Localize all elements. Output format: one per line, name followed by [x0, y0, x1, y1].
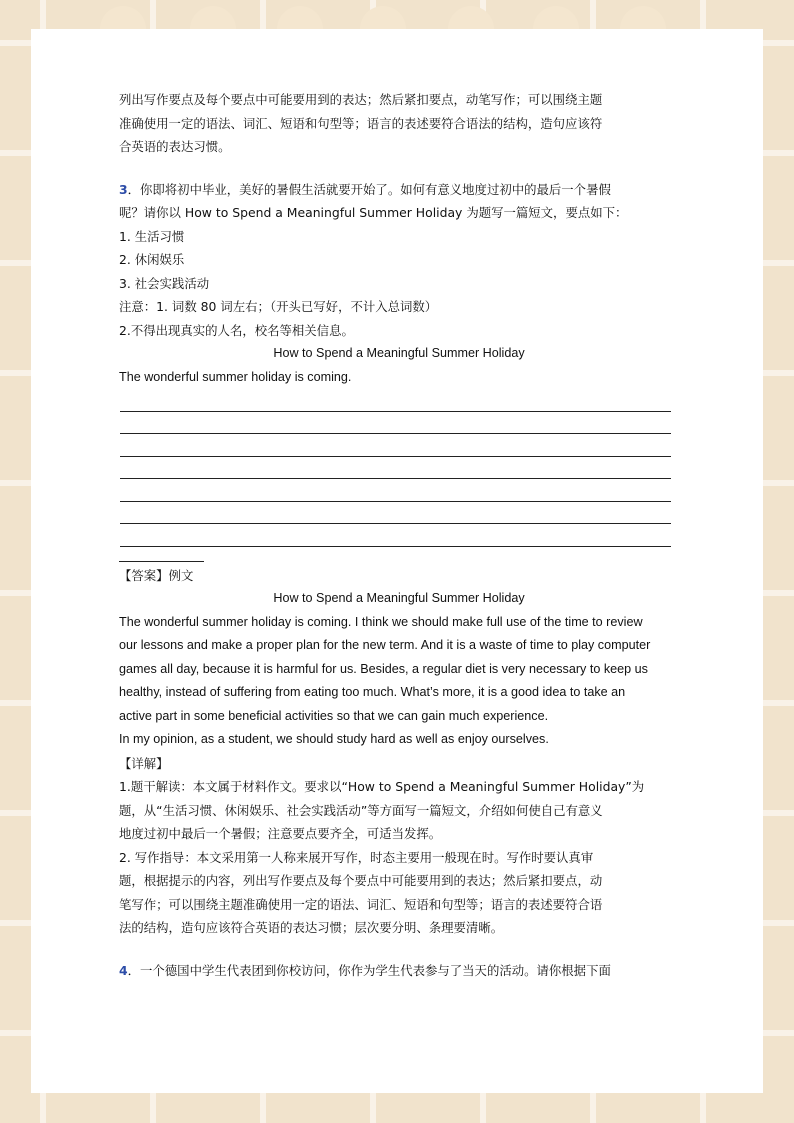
point-item: 3. 社会实践活动: [119, 275, 210, 291]
writing-line[interactable]: [120, 412, 671, 435]
explanation-line: 2. 写作指导：本文采用第一人称来展开写作，时态主要用一般现在时。写作时要认真审: [119, 849, 594, 865]
answer-line: games all day, because it is harmful for us. Besides, a regular diet is very necessary to keep us: [119, 661, 648, 676]
question-number: 4: [119, 962, 128, 978]
answer-line: our lessons and make a proper plan for the new term. And it is a waste of time to play computer: [119, 638, 651, 652]
writing-line[interactable]: [120, 434, 671, 457]
writing-line[interactable]: [120, 457, 671, 480]
document-content: [119, 88, 679, 982]
writing-line-short[interactable]: [119, 547, 204, 562]
question-3-prompt-line2: 呢？请你以 How to Spend a Meaningful Summer Holiday 为题写一篇短文，要点如下：: [119, 205, 628, 220]
answer-label: 【答案】例文: [119, 567, 194, 583]
explanation-line: 法的结构，造句应该符合英语的表达习惯；层次要分明、条理要清晰。: [119, 920, 504, 935]
answer-title: How to Spend a Meaningful Summer Holiday: [273, 591, 525, 605]
explanation-line: 地度过初中最后一个暑假；注意要点要齐全，可适当发挥。: [119, 826, 442, 841]
question-3-prompt: 3．你即将初中毕业，美好的暑假生活就要开始了。如何有意义地度过初中的最后一个暑假: [119, 181, 611, 197]
intro-line: 合英语的表达习惯。: [119, 139, 231, 154]
question-4-prompt: 4．一个德国中学生代表团到你校访问，你作为学生代表参与了当天的活动。请你根据下面: [119, 962, 611, 978]
explanation-line: 题，从“生活习惯、休闲娱乐、社会实践活动”等方面写一篇短文，介绍如何使自己有意义: [119, 802, 603, 818]
question-number: 3: [119, 181, 128, 197]
note-line: 2.不得出现真实的人名，校名等相关信息。: [119, 322, 354, 338]
essay-opening: The wonderful summer holiday is coming.: [119, 369, 352, 384]
point-item: 1. 生活习惯: [119, 228, 185, 244]
essay-title: How to Spend a Meaningful Summer Holiday: [273, 346, 525, 360]
answer-line: In my opinion, as a student, we should study hard as well as enjoy ourselves.: [119, 732, 549, 746]
explanation-line: 题，根据提示的内容，列出写作要点及每个要点中可能要用到的表达；然后紧扣要点，动: [119, 873, 603, 888]
writing-line[interactable]: [120, 479, 671, 502]
explanation-label: 【详解】: [119, 755, 169, 771]
writing-line[interactable]: [120, 389, 671, 412]
writing-line[interactable]: [120, 524, 671, 547]
explanation-line: 笔写作；可以围绕主题准确使用一定的语法、词汇、短语和句型等；语言的表述要符合语: [119, 896, 603, 912]
answer-line: The wonderful summer holiday is coming. I think we should make full use of the time to review: [119, 614, 643, 629]
answer-line: healthy, instead of suffering from eating too much. What’s more, it is a good idea to take an: [119, 685, 626, 699]
answer-line: active part in some beneficial activities so that we can gain much experience.: [119, 708, 549, 723]
intro-line: 列出写作要点及每个要点中可能要用到的表达；然后紧扣要点，动笔写作；可以围绕主题: [119, 92, 603, 107]
note-line: 注意：1. 词数 80 词左右；（开头已写好，不计入总词数）: [119, 299, 438, 314]
explanation-line: 1.题干解读：本文属于材料作文。要求以“How to Spend a Meaningful Summer Holiday”为: [119, 779, 645, 794]
point-item: 2. 休闲娱乐: [119, 252, 185, 267]
writing-lines[interactable]: [119, 389, 679, 562]
intro-line: 准确使用一定的语法、词汇、短语和句型等；语言的表述要符合语法的结构，造句应该符: [119, 115, 603, 131]
writing-line[interactable]: [120, 502, 671, 525]
